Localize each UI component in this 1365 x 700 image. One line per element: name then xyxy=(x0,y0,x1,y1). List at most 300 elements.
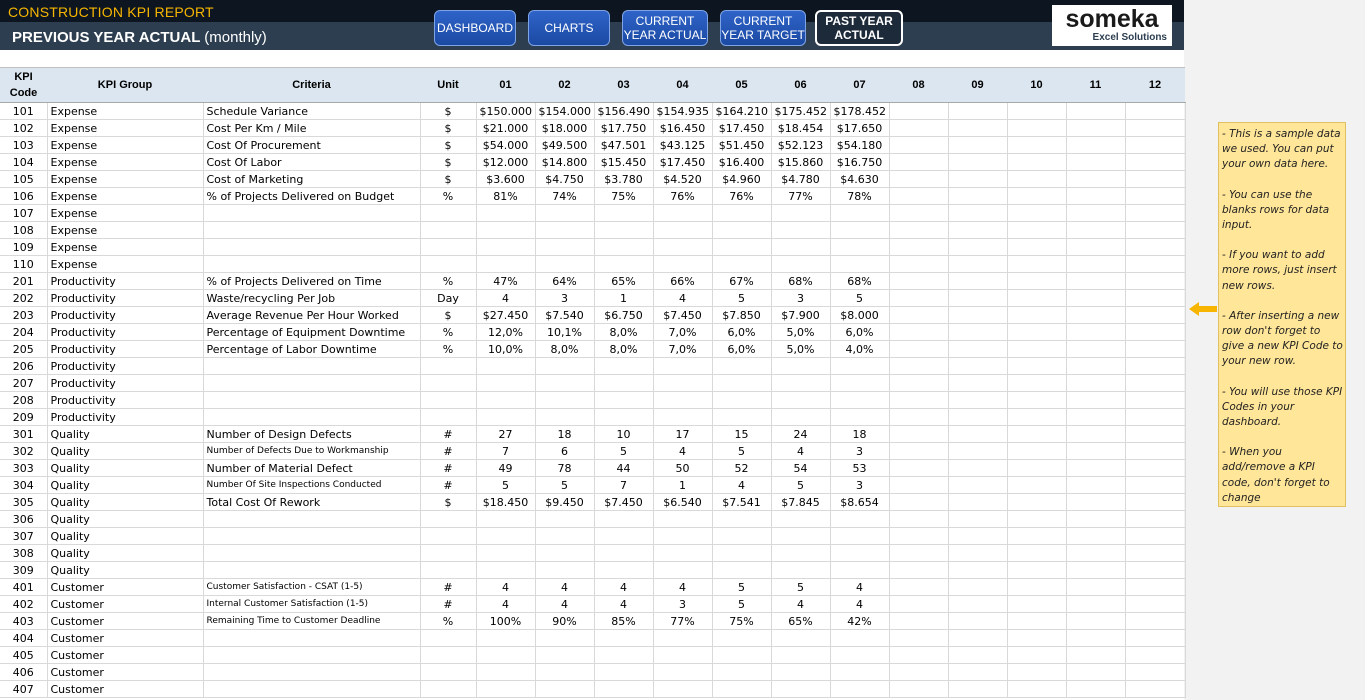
month-value-cell[interactable] xyxy=(771,664,830,681)
kpi-group-cell[interactable]: Expense xyxy=(47,239,203,256)
kpi-code-cell[interactable]: 407 xyxy=(0,681,47,698)
month-value-cell[interactable] xyxy=(948,494,1007,511)
month-value-cell[interactable] xyxy=(1125,681,1185,698)
unit-cell[interactable] xyxy=(420,205,476,222)
criteria-cell[interactable]: Number of Material Defect xyxy=(203,460,420,477)
kpi-code-cell[interactable]: 107 xyxy=(0,205,47,222)
month-value-cell[interactable] xyxy=(476,375,535,392)
month-value-cell[interactable]: $16.450 xyxy=(653,120,712,137)
month-value-cell[interactable] xyxy=(1007,494,1066,511)
month-value-cell[interactable]: 5 xyxy=(712,579,771,596)
criteria-cell[interactable]: Percentage of Equipment Downtime xyxy=(203,324,420,341)
month-value-cell[interactable] xyxy=(1125,120,1185,137)
month-value-cell[interactable] xyxy=(535,222,594,239)
month-value-cell[interactable] xyxy=(1066,103,1125,120)
criteria-cell[interactable]: Cost Of Procurement xyxy=(203,137,420,154)
kpi-code-cell[interactable]: 109 xyxy=(0,239,47,256)
kpi-group-cell[interactable]: Expense xyxy=(47,222,203,239)
kpi-code-cell[interactable]: 106 xyxy=(0,188,47,205)
month-value-cell[interactable] xyxy=(889,222,948,239)
month-value-cell[interactable]: 3 xyxy=(535,290,594,307)
month-value-cell[interactable] xyxy=(1125,375,1185,392)
kpi-code-cell[interactable]: 104 xyxy=(0,154,47,171)
month-value-cell[interactable]: 4 xyxy=(653,290,712,307)
month-value-cell[interactable]: 75% xyxy=(712,613,771,630)
month-value-cell[interactable] xyxy=(1066,137,1125,154)
kpi-code-cell[interactable]: 406 xyxy=(0,664,47,681)
month-value-cell[interactable] xyxy=(653,681,712,698)
month-value-cell[interactable]: 1 xyxy=(653,477,712,494)
month-value-cell[interactable]: 17 xyxy=(653,426,712,443)
month-value-cell[interactable]: 1 xyxy=(594,290,653,307)
month-value-cell[interactable] xyxy=(889,647,948,664)
criteria-cell[interactable] xyxy=(203,647,420,664)
criteria-cell[interactable]: Number of Defects Due to Workmanship xyxy=(203,443,420,460)
month-value-cell[interactable] xyxy=(1007,256,1066,273)
month-value-cell[interactable] xyxy=(476,664,535,681)
month-value-cell[interactable] xyxy=(1125,562,1185,579)
month-value-cell[interactable] xyxy=(1125,154,1185,171)
month-value-cell[interactable] xyxy=(948,443,1007,460)
criteria-cell[interactable]: Cost Per Km / Mile xyxy=(203,120,420,137)
month-value-cell[interactable] xyxy=(1066,443,1125,460)
month-value-cell[interactable] xyxy=(889,103,948,120)
month-value-cell[interactable]: 47% xyxy=(476,273,535,290)
month-value-cell[interactable] xyxy=(830,545,889,562)
month-value-cell[interactable] xyxy=(653,664,712,681)
month-value-cell[interactable] xyxy=(476,205,535,222)
month-value-cell[interactable]: 77% xyxy=(771,188,830,205)
month-value-cell[interactable]: 54 xyxy=(771,460,830,477)
month-value-cell[interactable]: $43.125 xyxy=(653,137,712,154)
kpi-code-cell[interactable]: 105 xyxy=(0,171,47,188)
month-value-cell[interactable] xyxy=(948,256,1007,273)
month-value-cell[interactable] xyxy=(889,494,948,511)
month-value-cell[interactable] xyxy=(830,375,889,392)
month-value-cell[interactable] xyxy=(771,222,830,239)
month-value-cell[interactable] xyxy=(948,358,1007,375)
month-value-cell[interactable]: $47.501 xyxy=(594,137,653,154)
month-value-cell[interactable] xyxy=(830,256,889,273)
month-value-cell[interactable] xyxy=(1007,307,1066,324)
month-value-cell[interactable] xyxy=(1066,647,1125,664)
month-value-cell[interactable] xyxy=(771,409,830,426)
month-value-cell[interactable] xyxy=(594,545,653,562)
month-value-cell[interactable] xyxy=(830,239,889,256)
unit-cell[interactable]: % xyxy=(420,273,476,290)
month-value-cell[interactable]: 81% xyxy=(476,188,535,205)
unit-cell[interactable]: # xyxy=(420,477,476,494)
unit-cell[interactable]: % xyxy=(420,324,476,341)
criteria-cell[interactable]: Waste/recycling Per Job xyxy=(203,290,420,307)
month-value-cell[interactable]: $4.520 xyxy=(653,171,712,188)
month-value-cell[interactable] xyxy=(1125,494,1185,511)
unit-cell[interactable] xyxy=(420,647,476,664)
month-value-cell[interactable] xyxy=(948,324,1007,341)
month-value-cell[interactable] xyxy=(712,392,771,409)
month-value-cell[interactable] xyxy=(712,222,771,239)
month-value-cell[interactable] xyxy=(948,375,1007,392)
past-year-actual-button[interactable]: PAST YEAR ACTUAL xyxy=(815,10,903,46)
unit-cell[interactable]: # xyxy=(420,596,476,613)
month-value-cell[interactable] xyxy=(1125,511,1185,528)
kpi-group-cell[interactable]: Quality xyxy=(47,494,203,511)
month-value-cell[interactable]: 4 xyxy=(712,477,771,494)
unit-cell[interactable]: # xyxy=(420,460,476,477)
month-value-cell[interactable]: 6,0% xyxy=(712,341,771,358)
criteria-cell[interactable] xyxy=(203,664,420,681)
kpi-group-cell[interactable]: Customer xyxy=(47,647,203,664)
month-value-cell[interactable] xyxy=(476,545,535,562)
criteria-cell[interactable]: % of Projects Delivered on Budget xyxy=(203,188,420,205)
month-value-cell[interactable]: 53 xyxy=(830,460,889,477)
criteria-cell[interactable]: Number of Design Defects xyxy=(203,426,420,443)
month-value-cell[interactable]: 4 xyxy=(830,596,889,613)
month-value-cell[interactable] xyxy=(889,137,948,154)
month-value-cell[interactable] xyxy=(1007,528,1066,545)
month-value-cell[interactable] xyxy=(1007,324,1066,341)
month-value-cell[interactable] xyxy=(1007,613,1066,630)
month-value-cell[interactable]: 100% xyxy=(476,613,535,630)
month-value-cell[interactable]: $7.845 xyxy=(771,494,830,511)
month-value-cell[interactable]: $7.450 xyxy=(594,494,653,511)
month-value-cell[interactable]: 8,0% xyxy=(594,324,653,341)
kpi-code-cell[interactable]: 201 xyxy=(0,273,47,290)
month-value-cell[interactable] xyxy=(594,256,653,273)
month-value-cell[interactable] xyxy=(1007,239,1066,256)
criteria-cell[interactable] xyxy=(203,562,420,579)
month-value-cell[interactable] xyxy=(1007,103,1066,120)
month-value-cell[interactable] xyxy=(948,290,1007,307)
month-value-cell[interactable]: $18.454 xyxy=(771,120,830,137)
unit-cell[interactable] xyxy=(420,545,476,562)
criteria-cell[interactable] xyxy=(203,375,420,392)
month-value-cell[interactable]: 5 xyxy=(771,477,830,494)
month-value-cell[interactable] xyxy=(1066,528,1125,545)
kpi-group-cell[interactable]: Customer xyxy=(47,613,203,630)
month-value-cell[interactable]: 76% xyxy=(653,188,712,205)
month-value-cell[interactable]: 52 xyxy=(712,460,771,477)
month-value-cell[interactable] xyxy=(1007,188,1066,205)
month-value-cell[interactable] xyxy=(948,681,1007,698)
month-value-cell[interactable] xyxy=(594,681,653,698)
month-value-cell[interactable]: 4,0% xyxy=(830,341,889,358)
month-value-cell[interactable]: 64% xyxy=(535,273,594,290)
month-value-cell[interactable] xyxy=(889,290,948,307)
month-value-cell[interactable] xyxy=(1007,154,1066,171)
month-value-cell[interactable] xyxy=(1007,137,1066,154)
month-value-cell[interactable]: $21.000 xyxy=(476,120,535,137)
month-value-cell[interactable] xyxy=(830,222,889,239)
kpi-code-cell[interactable]: 405 xyxy=(0,647,47,664)
month-value-cell[interactable] xyxy=(889,630,948,647)
month-value-cell[interactable]: $7.850 xyxy=(712,307,771,324)
month-value-cell[interactable] xyxy=(1007,460,1066,477)
month-value-cell[interactable] xyxy=(771,511,830,528)
month-value-cell[interactable] xyxy=(771,375,830,392)
criteria-cell[interactable] xyxy=(203,630,420,647)
month-value-cell[interactable] xyxy=(594,562,653,579)
month-value-cell[interactable] xyxy=(535,409,594,426)
month-value-cell[interactable]: $3.780 xyxy=(594,171,653,188)
kpi-code-cell[interactable]: 305 xyxy=(0,494,47,511)
month-value-cell[interactable] xyxy=(889,443,948,460)
unit-cell[interactable] xyxy=(420,358,476,375)
month-value-cell[interactable] xyxy=(1007,647,1066,664)
month-value-cell[interactable] xyxy=(1007,409,1066,426)
kpi-group-cell[interactable]: Expense xyxy=(47,137,203,154)
month-value-cell[interactable] xyxy=(535,562,594,579)
month-value-cell[interactable] xyxy=(1066,290,1125,307)
kpi-group-cell[interactable]: Customer xyxy=(47,596,203,613)
month-value-cell[interactable] xyxy=(712,664,771,681)
kpi-code-cell[interactable]: 307 xyxy=(0,528,47,545)
month-value-cell[interactable]: 67% xyxy=(712,273,771,290)
month-value-cell[interactable] xyxy=(535,392,594,409)
month-value-cell[interactable] xyxy=(948,188,1007,205)
month-value-cell[interactable] xyxy=(712,409,771,426)
month-value-cell[interactable] xyxy=(1125,103,1185,120)
unit-cell[interactable]: $ xyxy=(420,154,476,171)
month-value-cell[interactable]: $6.750 xyxy=(594,307,653,324)
unit-cell[interactable] xyxy=(420,239,476,256)
month-value-cell[interactable] xyxy=(1066,630,1125,647)
month-value-cell[interactable] xyxy=(889,579,948,596)
month-value-cell[interactable]: $4.750 xyxy=(535,171,594,188)
kpi-group-cell[interactable]: Quality xyxy=(47,460,203,477)
month-value-cell[interactable]: 3 xyxy=(830,477,889,494)
month-value-cell[interactable]: $17.450 xyxy=(653,154,712,171)
kpi-group-cell[interactable]: Productivity xyxy=(47,341,203,358)
unit-cell[interactable]: # xyxy=(420,426,476,443)
month-value-cell[interactable]: $17.450 xyxy=(712,120,771,137)
month-value-cell[interactable] xyxy=(653,647,712,664)
month-value-cell[interactable] xyxy=(1066,562,1125,579)
kpi-group-cell[interactable]: Customer xyxy=(47,664,203,681)
month-value-cell[interactable]: $154.935 xyxy=(653,103,712,120)
month-value-cell[interactable]: 85% xyxy=(594,613,653,630)
month-value-cell[interactable] xyxy=(1007,222,1066,239)
month-value-cell[interactable] xyxy=(594,375,653,392)
month-value-cell[interactable] xyxy=(889,426,948,443)
month-value-cell[interactable] xyxy=(948,596,1007,613)
month-value-cell[interactable]: 5 xyxy=(712,596,771,613)
month-value-cell[interactable] xyxy=(1007,120,1066,137)
month-value-cell[interactable] xyxy=(889,239,948,256)
month-value-cell[interactable] xyxy=(712,239,771,256)
kpi-code-cell[interactable]: 401 xyxy=(0,579,47,596)
month-value-cell[interactable] xyxy=(1125,239,1185,256)
criteria-cell[interactable]: Cost of Marketing xyxy=(203,171,420,188)
month-value-cell[interactable]: $4.780 xyxy=(771,171,830,188)
month-value-cell[interactable] xyxy=(948,120,1007,137)
month-value-cell[interactable] xyxy=(712,256,771,273)
month-value-cell[interactable] xyxy=(771,205,830,222)
month-value-cell[interactable] xyxy=(889,613,948,630)
month-value-cell[interactable] xyxy=(1125,443,1185,460)
kpi-group-cell[interactable]: Productivity xyxy=(47,358,203,375)
month-value-cell[interactable] xyxy=(948,222,1007,239)
month-value-cell[interactable] xyxy=(476,222,535,239)
month-value-cell[interactable]: 4 xyxy=(653,443,712,460)
month-value-cell[interactable] xyxy=(830,630,889,647)
month-value-cell[interactable] xyxy=(948,528,1007,545)
kpi-group-cell[interactable]: Quality xyxy=(47,443,203,460)
month-value-cell[interactable] xyxy=(1125,426,1185,443)
month-value-cell[interactable] xyxy=(1007,443,1066,460)
month-value-cell[interactable]: $7.450 xyxy=(653,307,712,324)
kpi-code-cell[interactable]: 103 xyxy=(0,137,47,154)
unit-cell[interactable]: Day xyxy=(420,290,476,307)
month-value-cell[interactable] xyxy=(1007,290,1066,307)
kpi-code-cell[interactable]: 202 xyxy=(0,290,47,307)
criteria-cell[interactable] xyxy=(203,222,420,239)
kpi-group-cell[interactable]: Expense xyxy=(47,154,203,171)
month-value-cell[interactable]: $8.000 xyxy=(830,307,889,324)
month-value-cell[interactable] xyxy=(1125,222,1185,239)
kpi-group-cell[interactable]: Quality xyxy=(47,562,203,579)
month-value-cell[interactable] xyxy=(830,392,889,409)
kpi-code-cell[interactable]: 303 xyxy=(0,460,47,477)
criteria-cell[interactable]: Average Revenue Per Hour Worked xyxy=(203,307,420,324)
month-value-cell[interactable] xyxy=(1066,358,1125,375)
month-value-cell[interactable] xyxy=(889,460,948,477)
month-value-cell[interactable] xyxy=(476,630,535,647)
month-value-cell[interactable] xyxy=(1066,664,1125,681)
month-value-cell[interactable]: 90% xyxy=(535,613,594,630)
month-value-cell[interactable] xyxy=(889,409,948,426)
month-value-cell[interactable] xyxy=(1007,341,1066,358)
month-value-cell[interactable] xyxy=(1066,681,1125,698)
unit-cell[interactable] xyxy=(420,256,476,273)
month-value-cell[interactable] xyxy=(653,528,712,545)
month-value-cell[interactable]: $4.960 xyxy=(712,171,771,188)
month-value-cell[interactable] xyxy=(1007,545,1066,562)
kpi-code-cell[interactable]: 301 xyxy=(0,426,47,443)
month-value-cell[interactable]: $18.000 xyxy=(535,120,594,137)
month-value-cell[interactable] xyxy=(712,681,771,698)
month-value-cell[interactable] xyxy=(1125,409,1185,426)
month-value-cell[interactable]: 5 xyxy=(712,290,771,307)
month-value-cell[interactable] xyxy=(889,358,948,375)
kpi-group-cell[interactable]: Customer xyxy=(47,681,203,698)
kpi-code-cell[interactable]: 403 xyxy=(0,613,47,630)
month-value-cell[interactable] xyxy=(476,256,535,273)
month-value-cell[interactable]: 4 xyxy=(594,579,653,596)
month-value-cell[interactable] xyxy=(653,375,712,392)
month-value-cell[interactable]: 6,0% xyxy=(830,324,889,341)
month-value-cell[interactable] xyxy=(594,205,653,222)
kpi-group-cell[interactable]: Productivity xyxy=(47,273,203,290)
month-value-cell[interactable]: 7,0% xyxy=(653,324,712,341)
month-value-cell[interactable] xyxy=(889,477,948,494)
month-value-cell[interactable] xyxy=(948,545,1007,562)
criteria-cell[interactable] xyxy=(203,358,420,375)
month-value-cell[interactable]: 65% xyxy=(594,273,653,290)
month-value-cell[interactable] xyxy=(889,205,948,222)
month-value-cell[interactable] xyxy=(1066,426,1125,443)
month-value-cell[interactable] xyxy=(830,358,889,375)
criteria-cell[interactable] xyxy=(203,205,420,222)
unit-cell[interactable] xyxy=(420,681,476,698)
month-value-cell[interactable] xyxy=(771,392,830,409)
kpi-group-cell[interactable]: Productivity xyxy=(47,392,203,409)
month-value-cell[interactable] xyxy=(948,205,1007,222)
month-value-cell[interactable]: $17.650 xyxy=(830,120,889,137)
month-value-cell[interactable]: 24 xyxy=(771,426,830,443)
month-value-cell[interactable] xyxy=(653,239,712,256)
month-value-cell[interactable] xyxy=(594,647,653,664)
month-value-cell[interactable] xyxy=(535,205,594,222)
month-value-cell[interactable] xyxy=(1066,596,1125,613)
month-value-cell[interactable] xyxy=(535,358,594,375)
month-value-cell[interactable] xyxy=(712,511,771,528)
month-value-cell[interactable]: 8,0% xyxy=(535,341,594,358)
criteria-cell[interactable] xyxy=(203,409,420,426)
month-value-cell[interactable] xyxy=(948,460,1007,477)
month-value-cell[interactable]: 15 xyxy=(712,426,771,443)
month-value-cell[interactable] xyxy=(535,511,594,528)
kpi-code-cell[interactable]: 304 xyxy=(0,477,47,494)
month-value-cell[interactable] xyxy=(1125,613,1185,630)
month-value-cell[interactable]: $54.000 xyxy=(476,137,535,154)
month-value-cell[interactable] xyxy=(1125,290,1185,307)
kpi-code-cell[interactable]: 204 xyxy=(0,324,47,341)
month-value-cell[interactable]: 5 xyxy=(594,443,653,460)
month-value-cell[interactable] xyxy=(653,409,712,426)
criteria-cell[interactable]: Number Of Site Inspections Conducted xyxy=(203,477,420,494)
criteria-cell[interactable]: Customer Satisfaction - CSAT (1-5) xyxy=(203,579,420,596)
unit-cell[interactable]: % xyxy=(420,613,476,630)
unit-cell[interactable] xyxy=(420,528,476,545)
month-value-cell[interactable] xyxy=(1066,205,1125,222)
month-value-cell[interactable] xyxy=(948,579,1007,596)
month-value-cell[interactable]: 3 xyxy=(771,290,830,307)
criteria-cell[interactable] xyxy=(203,545,420,562)
month-value-cell[interactable]: 65% xyxy=(771,613,830,630)
month-value-cell[interactable] xyxy=(1125,477,1185,494)
month-value-cell[interactable]: 5 xyxy=(712,443,771,460)
month-value-cell[interactable] xyxy=(653,222,712,239)
month-value-cell[interactable]: 4 xyxy=(594,596,653,613)
month-value-cell[interactable] xyxy=(771,528,830,545)
month-value-cell[interactable]: $6.540 xyxy=(653,494,712,511)
month-value-cell[interactable] xyxy=(594,358,653,375)
month-value-cell[interactable]: 10 xyxy=(594,426,653,443)
month-value-cell[interactable] xyxy=(1125,273,1185,290)
kpi-group-cell[interactable]: Expense xyxy=(47,103,203,120)
month-value-cell[interactable]: 5 xyxy=(535,477,594,494)
month-value-cell[interactable] xyxy=(1066,273,1125,290)
criteria-cell[interactable] xyxy=(203,392,420,409)
kpi-code-cell[interactable]: 101 xyxy=(0,103,47,120)
month-value-cell[interactable]: 5 xyxy=(476,477,535,494)
month-value-cell[interactable]: $8.654 xyxy=(830,494,889,511)
month-value-cell[interactable] xyxy=(771,681,830,698)
kpi-code-cell[interactable]: 110 xyxy=(0,256,47,273)
month-value-cell[interactable] xyxy=(1125,171,1185,188)
kpi-group-cell[interactable]: Productivity xyxy=(47,307,203,324)
month-value-cell[interactable]: 5,0% xyxy=(771,324,830,341)
month-value-cell[interactable] xyxy=(476,562,535,579)
month-value-cell[interactable] xyxy=(1007,664,1066,681)
criteria-cell[interactable]: % of Projects Delivered on Time xyxy=(203,273,420,290)
month-value-cell[interactable] xyxy=(1125,205,1185,222)
month-value-cell[interactable] xyxy=(1125,307,1185,324)
month-value-cell[interactable] xyxy=(1125,324,1185,341)
kpi-code-cell[interactable]: 205 xyxy=(0,341,47,358)
month-value-cell[interactable] xyxy=(948,664,1007,681)
